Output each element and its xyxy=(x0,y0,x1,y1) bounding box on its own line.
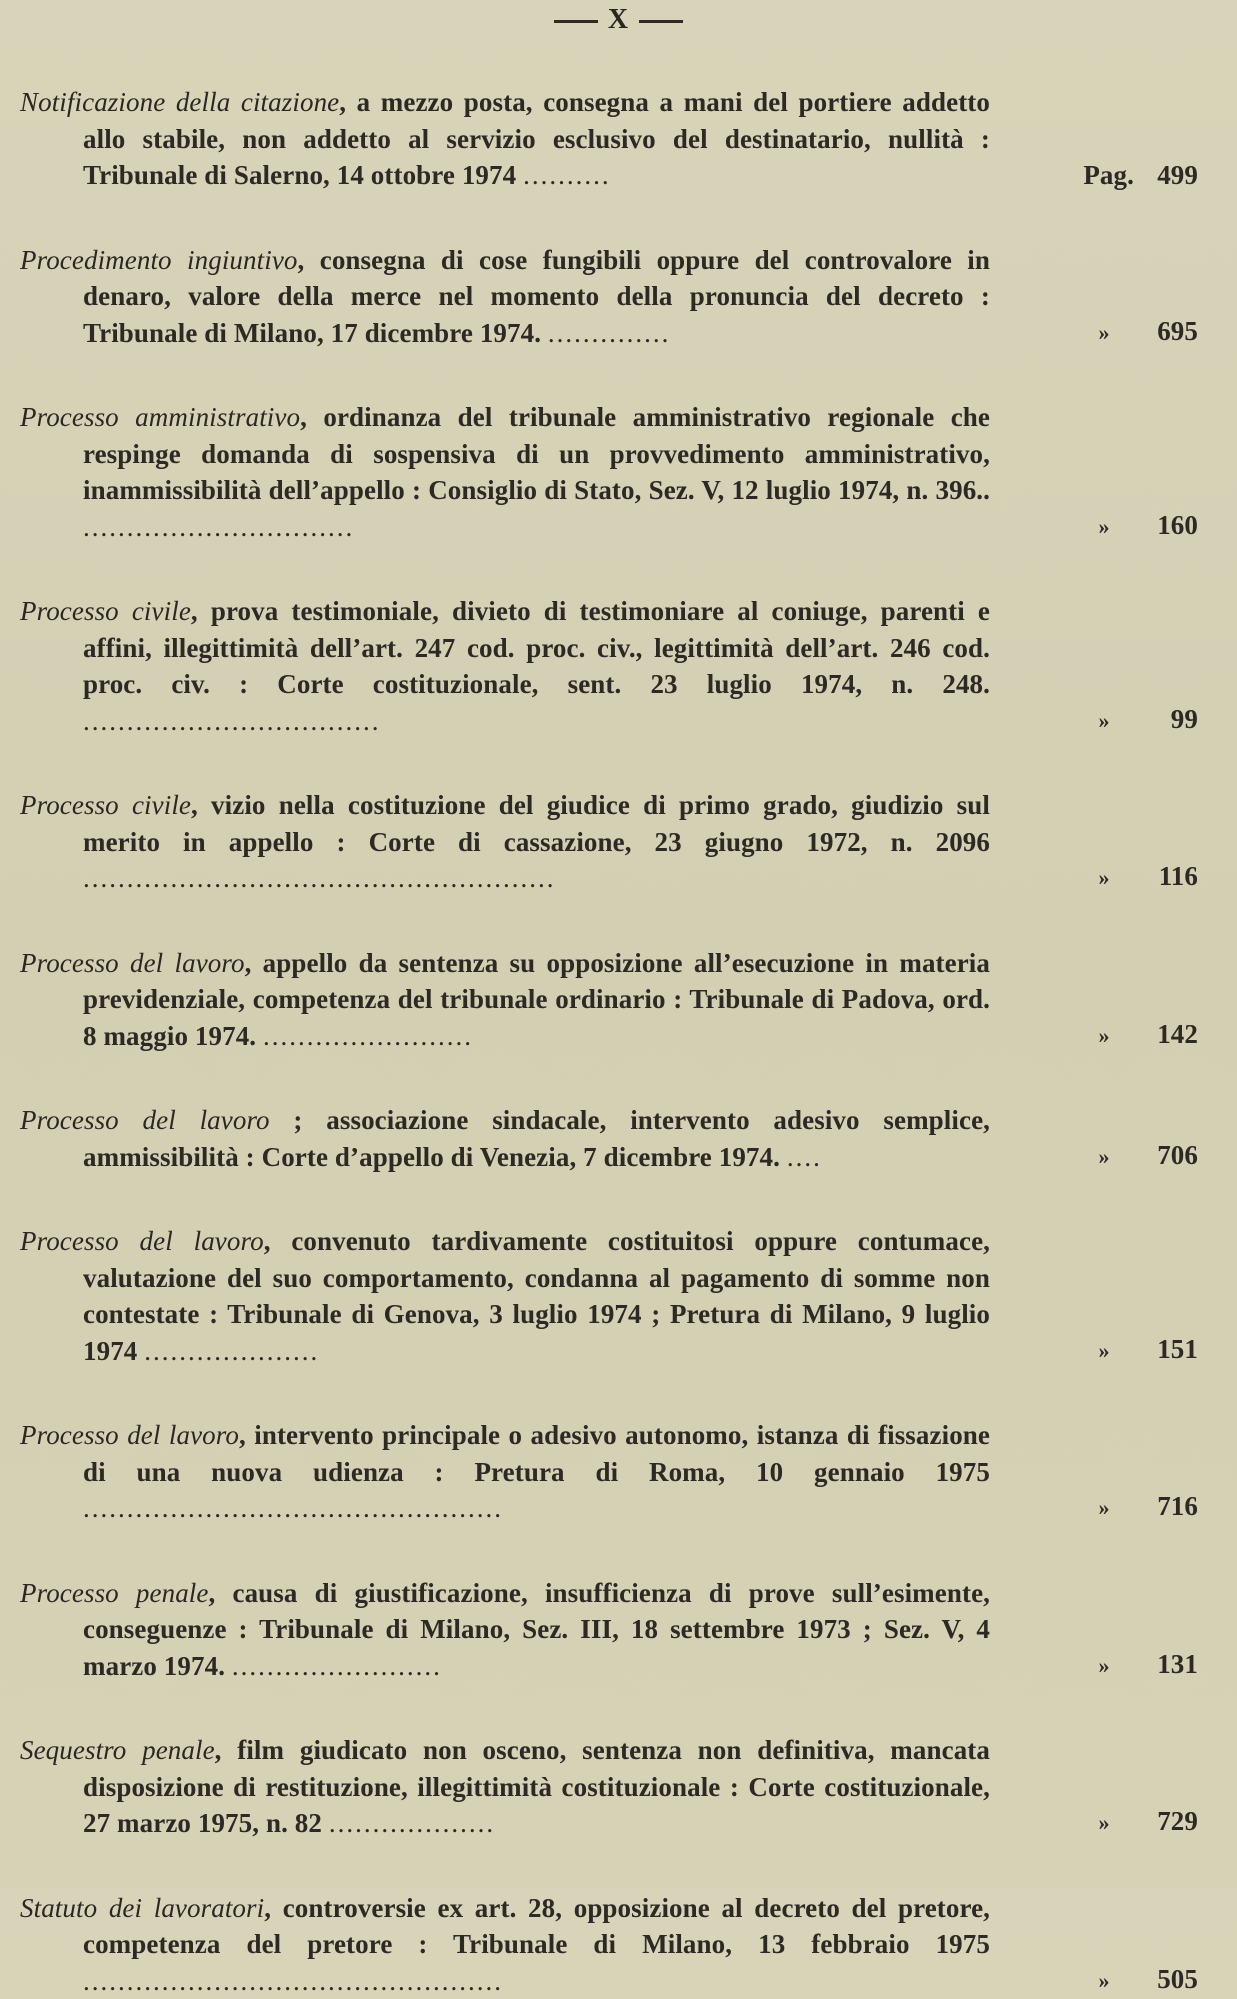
page-header xyxy=(0,4,1237,36)
dot-leader: .... xyxy=(787,1142,822,1172)
entry-term: Statuto dei lavoratori xyxy=(20,1893,264,1923)
entry-term: Notificazione della citazione xyxy=(20,87,339,117)
index-entry xyxy=(20,1102,1200,1175)
page-label: » xyxy=(1074,860,1134,897)
entry-term: Processo penale xyxy=(20,1578,209,1608)
page-reference xyxy=(990,1961,1200,1999)
entry-term: Processo amministrativo xyxy=(20,402,300,432)
page-reference xyxy=(990,701,1200,740)
entry-description: , film giudicato non osceno, sentenza non definitiva, mancata disposizione di restituzione, illegittimità costituzionale : Corte costituzionale, 27 marzo 1975, n. 82 xyxy=(83,1735,990,1838)
entry-description: , appello da sentenza su opposizione all’esecuzione in materia previdenziale, competenza del tribunale ordinario : Tribunale di Padova, ord. 8 maggio 1974. xyxy=(83,948,990,1051)
page-reference xyxy=(990,1488,1200,1527)
page-label: » xyxy=(1074,1333,1134,1370)
page-label: » xyxy=(1074,1648,1134,1685)
dot-leader: ................................................ xyxy=(83,1966,503,1996)
entry-description: , intervento principale o adesivo autonomo, istanza di fissazione di una nuova udienza : Pretura di Roma, 10 gennaio 1975 xyxy=(83,1420,990,1487)
index-entry xyxy=(20,84,1200,194)
page-label: » xyxy=(1074,1963,1134,1999)
page-reference xyxy=(990,507,1200,546)
index-entry xyxy=(20,593,1200,739)
dot-leader: ................... xyxy=(329,1808,495,1838)
page-reference xyxy=(990,1137,1200,1176)
page-number: X xyxy=(608,4,629,35)
page-number-ref: 499 xyxy=(1148,157,1200,194)
page-label: » xyxy=(1074,315,1134,352)
dot-leader: ........................ xyxy=(232,1651,442,1681)
page-reference xyxy=(990,157,1200,194)
page-number-ref: 716 xyxy=(1148,1488,1200,1525)
header-dash-left xyxy=(554,20,598,23)
page-label: » xyxy=(1074,1805,1134,1842)
entry-description: ; associazione sindacale, intervento adesivo semplice, ammissibilità : Corte d’appello di Venezia, 7 dicembre 1974. xyxy=(83,1105,990,1172)
index-entry xyxy=(20,1223,1200,1369)
page-number-ref: 131 xyxy=(1148,1646,1200,1683)
index-entry xyxy=(20,242,1200,352)
entry-description: , causa di giustificazione, insufficienza di prove sull’esimente, conseguenze : Tribunale di Milano, Sez. III, 18 settembre 1973 ; Sez. V, 4 marzo 1974. xyxy=(83,1578,990,1681)
page-label: » xyxy=(1074,703,1134,740)
dot-leader: .......... xyxy=(523,160,611,190)
dot-leader: .................................. xyxy=(83,706,381,736)
entry-description: , consegna di cose fungibili oppure del controvalore in denaro, valore della merce nel momento della pronuncia del decreto : Tribunale di Milano, 17 dicembre 1974. xyxy=(83,245,990,348)
page-reference xyxy=(990,1016,1200,1055)
index-entry xyxy=(20,1890,1200,1999)
page-number-ref: 505 xyxy=(1148,1961,1200,1998)
page-reference xyxy=(990,858,1200,897)
entry-description: , ordinanza del tribunale amministrativo regionale che respinge domanda di sospensiva di un provvedimento amministrativo, inammissibilità dell’appello : Consiglio di Stato, Sez. V, 12 luglio 1974, n. 396.. xyxy=(83,402,990,505)
dot-leader: ...................................................... xyxy=(83,863,556,893)
entry-description: , convenuto tardivamente costituitosi oppure contumace, valutazione del suo comportamento, condanna al pagamento di somme non contestate : Tribunale di Genova, 3 luglio 1974 ; Pretura di Milano, 9 luglio 1974 xyxy=(83,1226,990,1366)
page-reference xyxy=(990,1803,1200,1842)
page-number-ref: 151 xyxy=(1148,1331,1200,1368)
entry-description: , controversie ex art. 28, opposizione al decreto del pretore, competenza del pretore : Tribunale di Milano, 13 febbraio 1975 xyxy=(83,1893,990,1960)
index-entry xyxy=(20,399,1200,545)
dot-leader: ................................................ xyxy=(83,1493,503,1523)
entry-term: Procedimento ingiuntivo xyxy=(20,245,298,275)
entry-term: Processo civile xyxy=(20,790,191,820)
page-label: » xyxy=(1074,1139,1134,1176)
page-number-ref: 160 xyxy=(1148,507,1200,544)
index-list xyxy=(20,84,1200,1999)
page-number-ref: 99 xyxy=(1148,701,1200,738)
page-number-ref: 142 xyxy=(1148,1016,1200,1053)
entry-term: Processo del lavoro xyxy=(20,948,245,978)
entry-term: Processo del lavoro xyxy=(20,1226,264,1256)
page-number-ref: 729 xyxy=(1148,1803,1200,1840)
page-reference xyxy=(990,1646,1200,1685)
page-label: » xyxy=(1074,509,1134,546)
index-entry xyxy=(20,945,1200,1055)
header-dash-right xyxy=(639,20,683,23)
index-entry xyxy=(20,787,1200,897)
entry-term: Processo civile xyxy=(20,596,191,626)
entry-term: Sequestro penale xyxy=(20,1735,215,1765)
entry-term: Processo del lavoro xyxy=(20,1420,239,1450)
index-entry xyxy=(20,1417,1200,1527)
entry-description: , vizio nella costituzione del giudice di primo grado, giudizio sul merito in appello : Corte di cassazione, 23 giugno 1972, n. 2096 xyxy=(83,790,990,857)
page-number-ref: 695 xyxy=(1148,313,1200,350)
entry-description: , prova testimoniale, divieto di testimoniare al coniuge, parenti e affini, illegittimità dell’art. 247 cod. proc. civ., legittimità dell’art. 246 cod. proc. civ. : Corte costituzionale, sent. 23 luglio 1974, n. 248. xyxy=(83,596,990,699)
dot-leader: .................... xyxy=(144,1336,319,1366)
entry-term: Processo del lavoro xyxy=(20,1105,270,1135)
dot-leader: ............................... xyxy=(83,512,354,542)
page-label: » xyxy=(1074,1490,1134,1527)
index-entry xyxy=(20,1575,1200,1685)
page-reference xyxy=(990,1331,1200,1370)
page-number-ref: 116 xyxy=(1148,858,1200,895)
entry-description: , a mezzo posta, consegna a mani del portiere addetto allo stabile, non addetto al servizio esclusivo del destinatario, nullità : Tribunale di Salerno, 14 ottobre 1974 xyxy=(83,87,990,190)
page-reference xyxy=(990,313,1200,352)
index-entry xyxy=(20,1732,1200,1842)
page-number-ref: 706 xyxy=(1148,1137,1200,1174)
dot-leader: .............. xyxy=(548,318,671,348)
page-label: » xyxy=(1074,1018,1134,1055)
dot-leader: ........................ xyxy=(263,1021,473,1051)
page-label: Pag. xyxy=(1083,160,1134,190)
